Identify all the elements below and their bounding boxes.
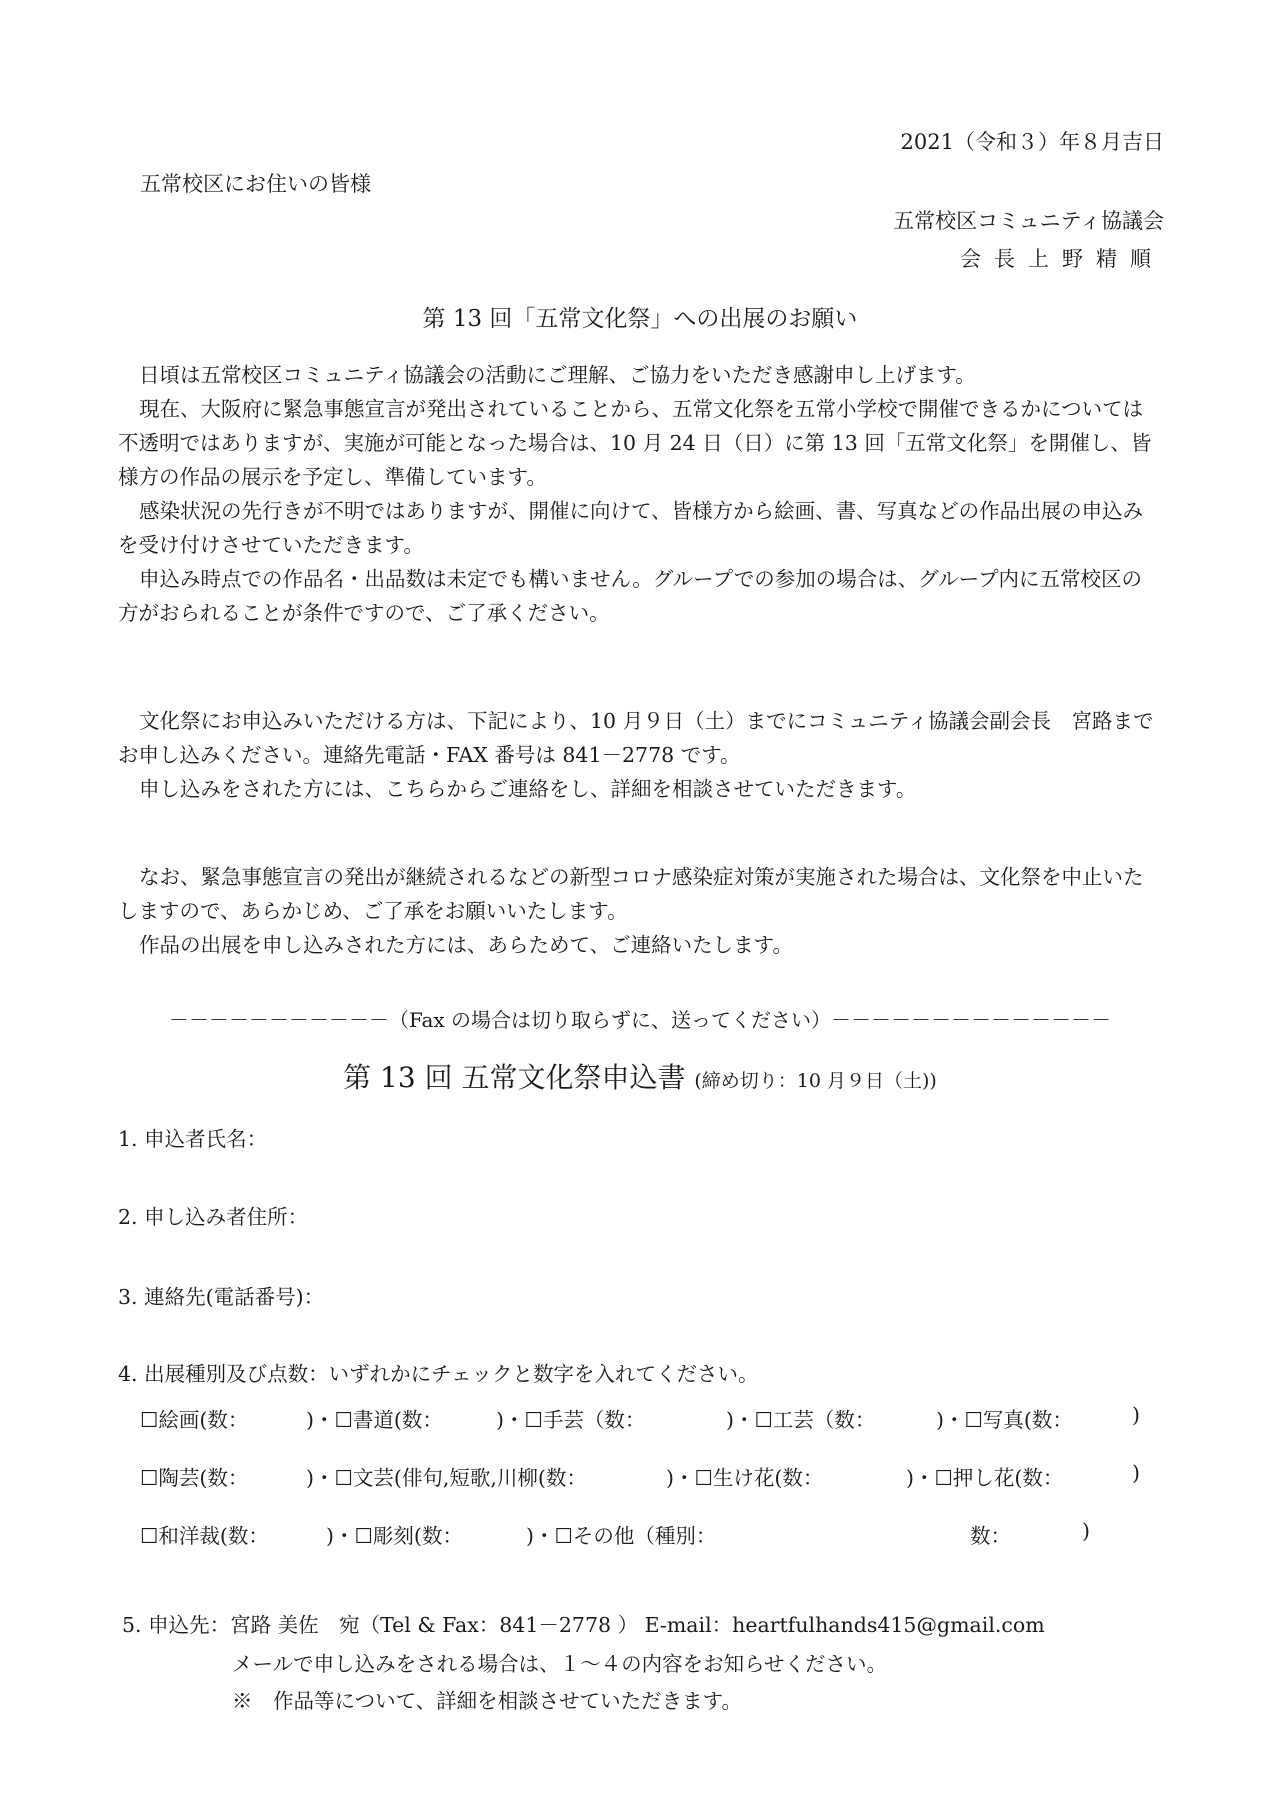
category-other-count[interactable]: 数： <box>970 1524 1011 1548</box>
form-deadline: (締め切り：10 月９日（土)) <box>694 1070 937 1092</box>
body-section-3 <box>118 860 1162 962</box>
letter-title: 第 13 回「五常文化祭」への出展のお願い <box>422 306 858 332</box>
category-other[interactable]: )・☐その他（種別： <box>526 1524 717 1548</box>
form-title-text: 第 13 回 五常文化祭申込書 <box>343 1061 686 1094</box>
body-paragraph: 感染状況の先行きが不明ではありますが、開催に向けて、皆様方から絵画、書、写真などの作品出展の申込みを受け付けさせていただきます。 <box>118 499 1144 557</box>
email-submission-note: メールで申し込みをされる場合は、１～４の内容をお知らせください。 <box>232 1652 887 1676</box>
addressee: 五常校区にお住いの皆様 <box>140 172 371 196</box>
applicant-phone-field[interactable]: 3. 連絡先(電話番号)： <box>118 1285 325 1309</box>
category-ikebana[interactable]: )・☐生け花(数： <box>666 1466 824 1490</box>
body-paragraph: なお、緊急事態宣言の発出が継続されるなどの新型コロナ感染症対策が実施された場合は、文化祭を中止いたしますので、あらかじめ、ご了承をお願いいたします。 <box>118 865 1144 923</box>
category-row-2-end: ) <box>1132 1461 1140 1485</box>
category-row-1-end: ) <box>1132 1403 1140 1427</box>
body-paragraph: 現在、大阪府に緊急事態宣言が発出されていることから、五常文化祭を五常小学校で開催できるかについては不透明ではありますが、実施が可能となった場合は、10 月 24 日（日）に第 13 回「五常文化祭」を開催し、皆様方の作品の展示を予定し、準備しています。 <box>118 397 1152 489</box>
sender-name: 会長上野精順 <box>960 247 1164 271</box>
cut-line: －－－－－－－－－－－（Fax の場合は切り取らずに、送ってください）－－－－－－－－－－－－－－ <box>168 1008 1112 1032</box>
category-literature[interactable]: )・☐文芸(俳句,短歌,川柳(数： <box>306 1466 587 1490</box>
category-handicraft[interactable]: )・☐手芸（数： <box>496 1408 646 1432</box>
body-paragraph: 文化祭にお申込みいただける方は、下記により、10 月９日（土）までにコミュニティ協議会副会長 宮路までお申し込みください。連絡先電話・FAX 番号は 841－2778 です。 <box>118 709 1154 767</box>
category-sculpture[interactable]: )・☐彫刻(数： <box>326 1524 463 1548</box>
consultation-note: ※ 作品等について、詳細を相談させていただきます。 <box>232 1689 743 1713</box>
body-paragraph: 作品の出展を申し込みされた方には、あらためて、ご連絡いたします。 <box>139 933 793 957</box>
category-crafts[interactable]: )・☐工芸（数： <box>726 1408 876 1432</box>
exhibit-category-instructions: 4. 出展種別及び点数：いずれかにチェックと数字を入れてください。 <box>118 1362 759 1386</box>
category-row-3-end: ) <box>1082 1519 1090 1543</box>
body-section-2 <box>118 704 1162 806</box>
sender-organization: 五常校区コミュニティ協議会 <box>893 209 1164 233</box>
body-paragraph: 申し込みをされた方には、こちらからご連絡をし、詳細を相談させていただきます。 <box>139 777 917 801</box>
body-section-1 <box>118 358 1162 630</box>
category-calligraphy[interactable]: )・☐書道(数： <box>306 1408 443 1432</box>
category-pressed-flowers[interactable]: )・☐押し花(数： <box>906 1466 1064 1490</box>
applicant-address-field[interactable]: 2. 申し込み者住所： <box>118 1205 309 1229</box>
category-ceramics[interactable]: ☐陶芸(数： <box>140 1466 249 1490</box>
category-painting[interactable]: ☐絵画(数： <box>140 1408 249 1432</box>
category-sewing[interactable]: ☐和洋裁(数： <box>140 1524 269 1548</box>
category-photography[interactable]: )・☐写真(数： <box>936 1408 1073 1432</box>
form-title <box>0 1056 1280 1096</box>
issue-date: 2021（令和３）年８月吉日 <box>900 130 1164 154</box>
submission-contact: 5. 申込先：宮路 美佐 宛（Tel & Fax：841－2778 ） E-mail：heartfulhands415@gmail.com <box>122 1613 1045 1637</box>
applicant-name-field[interactable]: 1. 申込者氏名： <box>118 1127 268 1151</box>
body-paragraph: 申込み時点での作品名・出品数は未定でも構いません。グループでの参加の場合は、グループ内に五常校区の方がおられることが条件ですので、ご了承ください。 <box>118 567 1143 625</box>
body-paragraph: 日頃は五常校区コミュニティ協議会の活動にご理解、ご協力をいただき感謝申し上げます。 <box>139 363 976 387</box>
